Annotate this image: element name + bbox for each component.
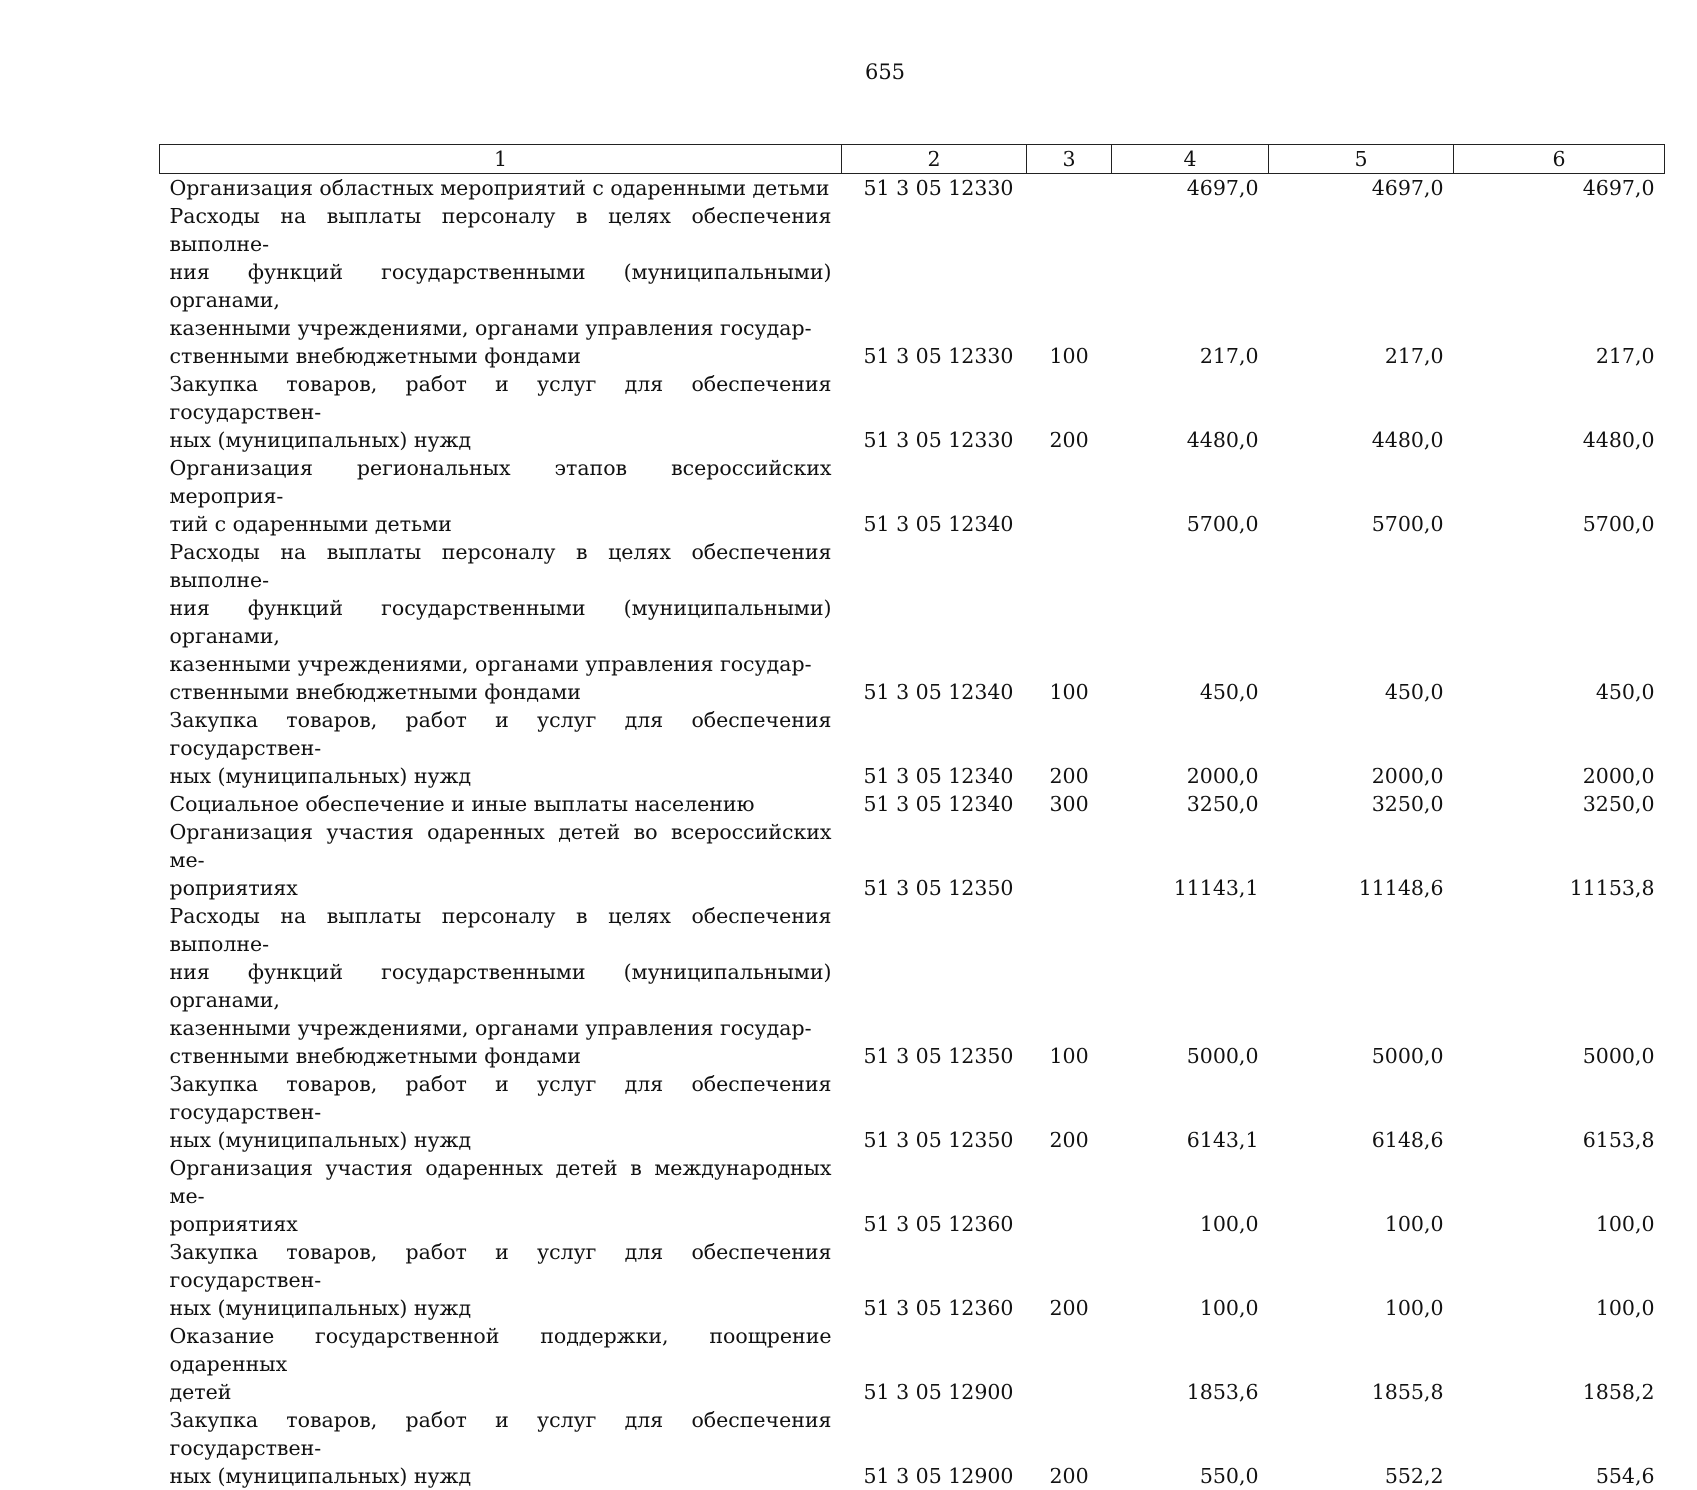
table-header	[160, 145, 1665, 174]
table-row	[160, 1322, 1665, 1406]
row-name-line: Организация региональных этапов всероссийских мероприя-	[170, 454, 832, 510]
row-code: 51 3 05 12340	[842, 790, 1027, 818]
row-value-1: 217,0	[1112, 202, 1269, 370]
row-value-3: 554,6	[1454, 1406, 1665, 1490]
row-name-line: Закупка товаров, работ и услуг для обеспечения государствен-	[170, 1070, 832, 1126]
row-expense-type	[1027, 174, 1112, 203]
row-name-line: роприятиях	[170, 874, 832, 902]
row-code: 51 3 05 12330	[842, 202, 1027, 370]
row-expense-type: 100	[1027, 538, 1112, 706]
row-name-line: ных (муниципальных) нужд	[170, 762, 832, 790]
row-code: 51 3 05 12330	[842, 370, 1027, 454]
row-name-line: Оказание государственной поддержки, поощрение одаренных	[170, 1322, 832, 1378]
header-row	[160, 145, 1665, 174]
row-name-line: казенными учреждениями, органами управления государ-	[170, 650, 832, 678]
row-code: 51 3 05 12360	[842, 1154, 1027, 1238]
row-name	[160, 818, 842, 902]
row-expense-type	[1027, 818, 1112, 902]
table-body	[160, 174, 1665, 1490]
table-row	[160, 174, 1665, 203]
row-value-2: 2000,0	[1269, 706, 1454, 790]
row-expense-type	[1027, 454, 1112, 538]
row-name-line: Закупка товаров, работ и услуг для обеспечения государствен-	[170, 706, 832, 762]
page-number: 655	[0, 58, 1697, 86]
row-name-line: ния функций государственными (муниципальными) органами,	[170, 958, 832, 1014]
row-value-2: 11148,6	[1269, 818, 1454, 902]
row-value-2: 4697,0	[1269, 174, 1454, 203]
row-value-3: 11153,8	[1454, 818, 1665, 902]
row-value-2: 3250,0	[1269, 790, 1454, 818]
row-value-2: 552,2	[1269, 1406, 1454, 1490]
row-expense-type: 200	[1027, 1070, 1112, 1154]
table-row	[160, 454, 1665, 538]
row-name-line: тий с одаренными детьми	[170, 510, 832, 538]
row-name	[160, 202, 842, 370]
row-value-3: 5000,0	[1454, 902, 1665, 1070]
row-code: 51 3 05 12360	[842, 1238, 1027, 1322]
row-name-line: Закупка товаров, работ и услуг для обеспечения государствен-	[170, 1238, 832, 1294]
row-code: 51 3 05 12340	[842, 454, 1027, 538]
row-name-line: Расходы на выплаты персоналу в целях обеспечения выполне-	[170, 202, 832, 258]
row-value-2: 217,0	[1269, 202, 1454, 370]
row-name-line: ственными внебюджетными фондами	[170, 678, 832, 706]
row-value-1: 450,0	[1112, 538, 1269, 706]
row-name-line: ния функций государственными (муниципальными) органами,	[170, 258, 832, 314]
row-value-1: 5000,0	[1112, 902, 1269, 1070]
row-expense-type: 200	[1027, 1406, 1112, 1490]
row-value-1: 5700,0	[1112, 454, 1269, 538]
row-value-2: 5000,0	[1269, 902, 1454, 1070]
row-code: 51 3 05 12330	[842, 174, 1027, 203]
row-value-3: 450,0	[1454, 538, 1665, 706]
row-name	[160, 538, 842, 706]
table-row	[160, 370, 1665, 454]
column-header: 5	[1269, 145, 1454, 174]
table-row	[160, 706, 1665, 790]
row-name-line: Организация областных мероприятий с одаренными детьми	[170, 174, 832, 202]
row-value-3: 100,0	[1454, 1238, 1665, 1322]
row-value-2: 100,0	[1269, 1154, 1454, 1238]
row-code: 51 3 05 12340	[842, 538, 1027, 706]
row-name-line: ных (муниципальных) нужд	[170, 426, 832, 454]
table-row	[160, 1406, 1665, 1490]
row-code: 51 3 05 12350	[842, 902, 1027, 1070]
table-row	[160, 538, 1665, 706]
row-code: 51 3 05 12350	[842, 818, 1027, 902]
row-name-line: Расходы на выплаты персоналу в целях обеспечения выполне-	[170, 902, 832, 958]
row-name	[160, 454, 842, 538]
column-header: 1	[160, 145, 842, 174]
row-name-line: Расходы на выплаты персоналу в целях обеспечения выполне-	[170, 538, 832, 594]
row-name-line: Закупка товаров, работ и услуг для обеспечения государствен-	[170, 370, 832, 426]
row-value-1: 6143,1	[1112, 1070, 1269, 1154]
row-expense-type: 300	[1027, 790, 1112, 818]
row-name	[160, 1406, 842, 1490]
row-name	[160, 174, 842, 203]
row-name	[160, 706, 842, 790]
column-header: 6	[1454, 145, 1665, 174]
row-value-1: 100,0	[1112, 1154, 1269, 1238]
row-code: 51 3 05 12350	[842, 1070, 1027, 1154]
row-value-1: 100,0	[1112, 1238, 1269, 1322]
row-expense-type: 200	[1027, 370, 1112, 454]
row-value-1: 4697,0	[1112, 174, 1269, 203]
row-code: 51 3 05 12900	[842, 1322, 1027, 1406]
column-header: 4	[1112, 145, 1269, 174]
column-header: 2	[842, 145, 1027, 174]
table-row	[160, 818, 1665, 902]
row-name	[160, 1322, 842, 1406]
row-value-2: 4480,0	[1269, 370, 1454, 454]
row-expense-type: 100	[1027, 202, 1112, 370]
row-name	[160, 1238, 842, 1322]
row-value-3: 3250,0	[1454, 790, 1665, 818]
row-value-1: 4480,0	[1112, 370, 1269, 454]
row-name-line: ственными внебюджетными фондами	[170, 342, 832, 370]
row-name-line: ния функций государственными (муниципальными) органами,	[170, 594, 832, 650]
row-name-line: Организация участия одаренных детей в международных ме-	[170, 1154, 832, 1210]
row-name	[160, 370, 842, 454]
row-value-1: 2000,0	[1112, 706, 1269, 790]
row-code: 51 3 05 12900	[842, 1406, 1027, 1490]
table-row	[160, 1070, 1665, 1154]
row-value-3: 4480,0	[1454, 370, 1665, 454]
row-value-1: 550,0	[1112, 1406, 1269, 1490]
row-value-3: 1858,2	[1454, 1322, 1665, 1406]
table-row	[160, 902, 1665, 1070]
row-value-3: 4697,0	[1454, 174, 1665, 203]
row-name-line: ных (муниципальных) нужд	[170, 1462, 832, 1490]
row-name	[160, 902, 842, 1070]
row-value-2: 5700,0	[1269, 454, 1454, 538]
row-name-line: Организация участия одаренных детей во всероссийских ме-	[170, 818, 832, 874]
row-value-3: 100,0	[1454, 1154, 1665, 1238]
row-value-2: 6148,6	[1269, 1070, 1454, 1154]
budget-table	[159, 144, 1665, 1490]
column-header: 3	[1027, 145, 1112, 174]
row-value-1: 3250,0	[1112, 790, 1269, 818]
row-value-1: 1853,6	[1112, 1322, 1269, 1406]
row-name-line: Закупка товаров, работ и услуг для обеспечения государствен-	[170, 1406, 832, 1462]
row-value-3: 5700,0	[1454, 454, 1665, 538]
row-name	[160, 790, 842, 818]
row-name-line: Социальное обеспечение и иные выплаты населению	[170, 790, 832, 818]
row-expense-type: 200	[1027, 1238, 1112, 1322]
row-value-3: 217,0	[1454, 202, 1665, 370]
table-row	[160, 202, 1665, 370]
table-row	[160, 1238, 1665, 1322]
row-name-line: роприятиях	[170, 1210, 832, 1238]
row-name-line: ственными внебюджетными фондами	[170, 1042, 832, 1070]
row-expense-type: 100	[1027, 902, 1112, 1070]
row-expense-type	[1027, 1322, 1112, 1406]
row-value-3: 2000,0	[1454, 706, 1665, 790]
row-value-2: 450,0	[1269, 538, 1454, 706]
table-row	[160, 790, 1665, 818]
row-code: 51 3 05 12340	[842, 706, 1027, 790]
row-value-2: 1855,8	[1269, 1322, 1454, 1406]
row-name-line: казенными учреждениями, органами управления государ-	[170, 314, 832, 342]
row-name-line: казенными учреждениями, органами управления государ-	[170, 1014, 832, 1042]
row-value-3: 6153,8	[1454, 1070, 1665, 1154]
row-name	[160, 1070, 842, 1154]
row-name-line: детей	[170, 1378, 832, 1406]
row-name-line: ных (муниципальных) нужд	[170, 1126, 832, 1154]
row-name-line: ных (муниципальных) нужд	[170, 1294, 832, 1322]
row-name	[160, 1154, 842, 1238]
row-value-1: 11143,1	[1112, 818, 1269, 902]
table-row	[160, 1154, 1665, 1238]
row-value-2: 100,0	[1269, 1238, 1454, 1322]
row-expense-type	[1027, 1154, 1112, 1238]
row-expense-type: 200	[1027, 706, 1112, 790]
